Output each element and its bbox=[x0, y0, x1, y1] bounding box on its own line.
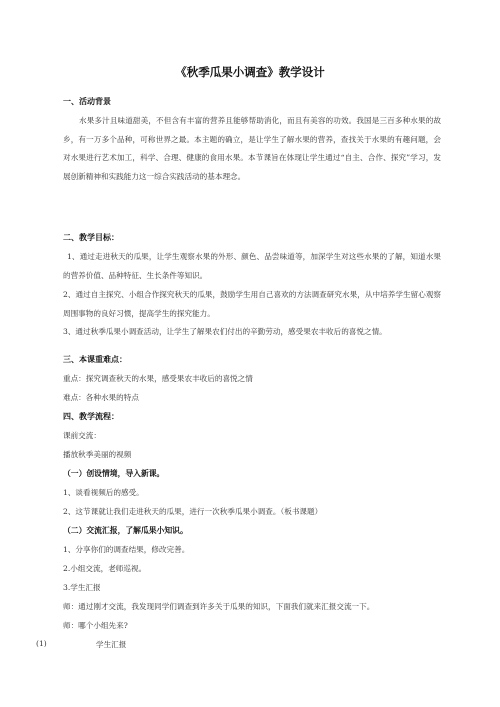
step2-heading: （二）交流汇报，了解瓜果小知识。 bbox=[63, 526, 188, 535]
margin-number: (1) bbox=[36, 639, 47, 648]
step1-item-1: 1、谈看视频后的感受。 bbox=[63, 488, 144, 497]
section-heading-key-points: 三、本课重难点： bbox=[63, 354, 127, 364]
student-report-line: 学生汇报 bbox=[96, 640, 127, 649]
teacher-line-1: 师：通过刚才交流，我发现同学们调查到许多关于瓜果的知识，下面我们就来汇报交流一下。 bbox=[63, 602, 375, 611]
difficulty-text: 难点：各种水果的特点 bbox=[63, 393, 139, 402]
video-line: 播放秋季美丽的视频 bbox=[63, 450, 132, 459]
step2-item-1: 1、分享你们的调查结果，修改完善。 bbox=[63, 545, 190, 554]
goal-item-1: 1、通过走进秋天的瓜果，让学生观察水果的外形、颜色、品尝味道等，加深学生对这些水果的了解，知道水果的营养价值、品种特征、生长条件等知识。 bbox=[63, 252, 441, 280]
goal-item-3: 3、通过秋季瓜果小调查活动，让学生了解果农们付出的辛勤劳动，感受果农丰收后的喜悦之情。 bbox=[63, 327, 387, 336]
step1-heading: （一）创设情境，导入新课。 bbox=[63, 469, 165, 478]
section-heading-background: 一、活动背景 bbox=[63, 96, 111, 106]
pre-class-label: 课前交流： bbox=[63, 431, 101, 440]
key-point-text: 重点：探究调查秋天的水果，感受果农丰收后的喜悦之情 bbox=[63, 374, 253, 383]
step2-item-3: 3.学生汇报 bbox=[63, 583, 101, 592]
goal-item-2: 2、通过自主探究、小组合作探究秋天的瓜果，鼓励学生用自己喜欢的方法调查研究水果，从中培养学生留心观察周围事物的良好习惯，提高学生的探究能力。 bbox=[63, 290, 441, 318]
section-heading-goals: 二、教学目标： bbox=[63, 232, 119, 242]
document-title: 《秋季瓜果小调查》教学设计 bbox=[175, 65, 325, 79]
background-paragraph: 水果多汁且味道甜美，不但含有丰富的营养且能够帮助消化，而且有美容的功效。我国是三百多种水果的故乡，有一万多个品种，可称世界之最。本主题的确立，是让学生了解水果的营养，查找关于水果的有趣问题，会对水果进行艺术加工，科学、合理、健康的食用水果。本节课旨在体现让学生通过“自主、合作、探究”学习，发展创新精神和实践能力这一综合实践活动的基本理念。 bbox=[63, 116, 441, 181]
step2-item-2: 2.小组交流，老师巡视。 bbox=[63, 564, 147, 573]
section-heading-process: 四、教学流程： bbox=[63, 411, 119, 421]
teacher-line-2: 师：哪个小组先来? bbox=[63, 621, 128, 630]
step1-item-2: 2、这节课就让我们走进秋天的瓜果，进行一次秋季瓜果小调查。（板书课题） bbox=[63, 507, 323, 516]
